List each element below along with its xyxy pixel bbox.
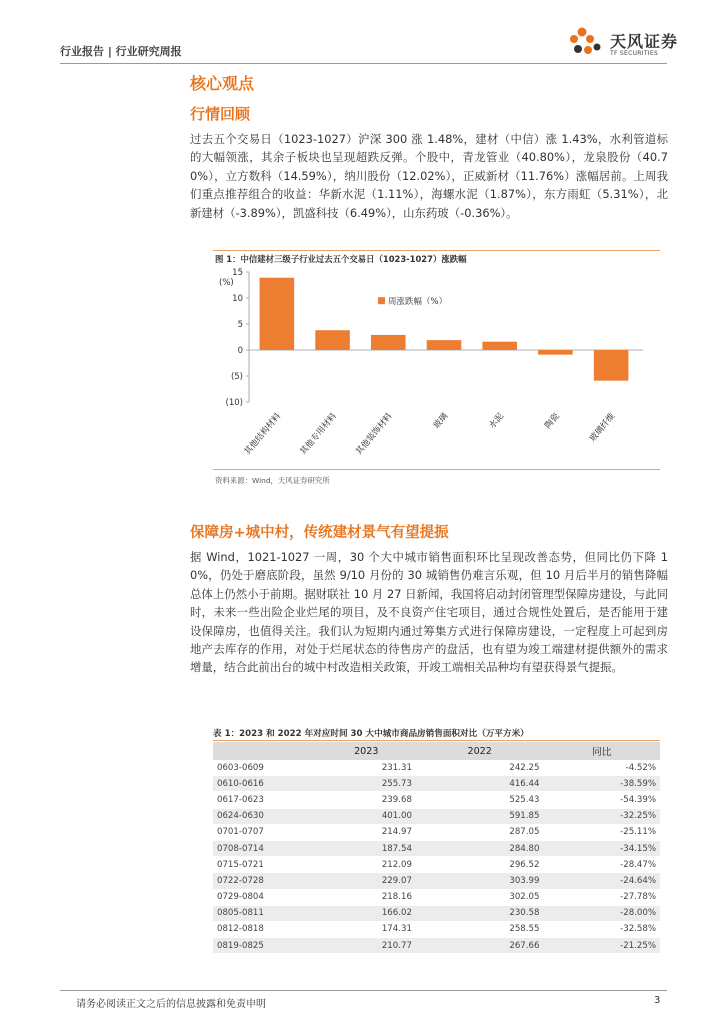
table-cell: 0701-0707	[213, 824, 317, 840]
bar	[427, 340, 462, 350]
table-cell: 174.31	[317, 921, 416, 937]
table-cell: -4.52%	[543, 760, 660, 776]
table-cell: 0603-0609	[213, 760, 317, 776]
y-tick-label: (5)	[230, 372, 243, 382]
table-cell: 0722-0728	[213, 873, 317, 889]
x-category-label: 陶瓷	[543, 411, 562, 431]
table-cell: 218.16	[317, 889, 416, 905]
table-cell: 416.44	[416, 776, 544, 792]
table-cell: 166.02	[317, 905, 416, 921]
sales-area-table	[213, 742, 660, 954]
table-cell: 303.99	[416, 873, 544, 889]
header-divider	[60, 63, 667, 64]
table-cell: 239.68	[317, 792, 416, 808]
bar	[594, 350, 629, 381]
figure-top-divider	[213, 250, 660, 251]
bar	[315, 330, 350, 350]
table-cell: 302.05	[416, 889, 544, 905]
logo-subtext: TF SECURITIES	[610, 50, 659, 57]
table-row	[213, 889, 660, 905]
table-cell: -32.58%	[543, 921, 660, 937]
table-cell: 242.25	[416, 760, 544, 776]
table-row	[213, 824, 660, 840]
table-row	[213, 857, 660, 873]
x-category-label: 玻璃纤维	[587, 411, 618, 444]
table-cell: 212.09	[317, 857, 416, 873]
table-top-divider	[213, 740, 660, 741]
x-category-label: 水泥	[487, 411, 507, 431]
table-cell: 0715-0721	[213, 857, 317, 873]
bar	[260, 278, 295, 350]
legend-swatch	[378, 297, 385, 304]
table-cell: 591.85	[416, 808, 544, 824]
table-header-2023: 2023	[317, 742, 416, 760]
table-row	[213, 938, 660, 954]
x-category-label: 玻璃	[431, 411, 451, 431]
weekly-change-bar-chart	[213, 264, 660, 464]
y-tick-label: (10)	[225, 398, 243, 408]
table-cell: 296.52	[416, 857, 544, 873]
x-category-label: 其他专用材料	[298, 411, 339, 458]
table-cell: 284.80	[416, 840, 544, 856]
figure-source: 资料来源：Wind，天风证券研究所	[215, 476, 330, 485]
table-cell: -27.78%	[543, 889, 660, 905]
table-row	[213, 840, 660, 856]
table-cell: -28.00%	[543, 905, 660, 921]
table-header-yoy: 同比	[543, 742, 660, 760]
section-title-core-view: 核心观点	[190, 74, 255, 93]
table-row	[213, 921, 660, 937]
table-cell: -54.39%	[543, 792, 660, 808]
figure-bottom-divider	[213, 469, 660, 470]
section-subtitle-market-review: 行情回顾	[190, 105, 251, 123]
y-tick-label: 15	[232, 268, 243, 278]
table-cell: 0617-0623	[213, 792, 317, 808]
table-row	[213, 792, 660, 808]
y-tick-label: 0	[237, 346, 243, 356]
table-cell: 230.58	[416, 905, 544, 921]
table-title: 表 1：2023 和 2022 年对应时间 30 大中城市商品房销售面积对比（万平方米）	[213, 729, 529, 739]
table-cell: 258.55	[416, 921, 544, 937]
table-cell: 0708-0714	[213, 840, 317, 856]
section-title-housing: 保障房+城中村，传统建材景气有望提振	[190, 525, 449, 541]
table-cell: 231.31	[317, 760, 416, 776]
logo-text: 天风证券	[610, 32, 679, 51]
table-cell: 0610-0616	[213, 776, 317, 792]
table-cell: 229.07	[317, 873, 416, 889]
y-axis-unit: (%)	[219, 278, 234, 288]
table-cell: 287.05	[416, 824, 544, 840]
bar	[538, 350, 573, 355]
table-row	[213, 873, 660, 889]
table-row	[213, 905, 660, 921]
figure-title: 图 1：中信建材三级子行业过去五个交易日（1023-1027）涨跌幅	[215, 254, 467, 264]
table-row	[213, 776, 660, 792]
table-cell: 255.73	[317, 776, 416, 792]
y-tick-label: 10	[232, 294, 243, 304]
table-cell: 187.54	[317, 840, 416, 856]
table-header-period	[213, 742, 317, 760]
y-tick-label: 5	[237, 320, 243, 330]
table-cell: 214.97	[317, 824, 416, 840]
table-cell: 401.00	[317, 808, 416, 824]
report-category: 行业报告 | 行业研究周报	[60, 45, 182, 58]
table-cell: -21.25%	[543, 938, 660, 954]
x-category-label: 其他结构材料	[242, 411, 284, 458]
legend-label: 周涨跌幅（%）	[388, 297, 448, 308]
table-cell: 0812-0818	[213, 921, 317, 937]
table-cell: 525.43	[416, 792, 544, 808]
table-row	[213, 808, 660, 824]
table-cell: -28.47%	[543, 857, 660, 873]
table-cell: 0729-0804	[213, 889, 317, 905]
x-category-label: 其他装饰材料	[354, 411, 395, 458]
table-cell: -34.15%	[543, 840, 660, 856]
table-cell: -38.59%	[543, 776, 660, 792]
table-header-2022: 2022	[416, 742, 544, 760]
footer-disclaimer: 请务必阅读正文之后的信息披露和免责申明	[76, 999, 266, 1010]
table-header-row	[213, 742, 660, 760]
table-cell: 267.66	[416, 938, 544, 954]
table-cell: 0624-0630	[213, 808, 317, 824]
page-number: 3	[654, 995, 661, 1006]
housing-paragraph: 据 Wind，1021-1027 一周，30 个大中城市销售面积环比呈现改善态势，但同比仍下降 10%，仍处于磨底阶段，虽然 9/10 月份的 30 城销售仍难言乐观，但 10 月后半月的销售降幅总体上仍然小于前期。据财联社 10 月 27 日新闻，我国将启动封闭管理型保障房建设，与此同时，未来一些出险企业烂尾的项目，及不良资产住宅项目，通过合规性处置后，是否能用于建设保障房，也值得关注。我们认为短期内通过筹集方式进行保障房建设，一定程度上可起到房地产去库存的作用，对处于烂尾状态的待售房产的盘活，也有望为竣工端建材提供额外的需求增量，结合此前出台的城中村改造相关政策，开竣工端相关品种均有望获得景气提振。	[190, 550, 668, 675]
table-cell: -24.64%	[543, 873, 660, 889]
table-cell: 0819-0825	[213, 938, 317, 954]
footer-divider	[60, 990, 667, 991]
bar	[371, 335, 406, 350]
bar	[482, 342, 517, 350]
table-cell: 0805-0811	[213, 905, 317, 921]
table-cell: -32.25%	[543, 808, 660, 824]
market-review-paragraph: 过去五个交易日（1023-1027）沪深 300 涨 1.48%，建材（中信）涨 1.43%，水利管道标的大幅领涨，其余子板块也呈现超跌反弹。个股中，青龙管业（40.80%），龙泉股份（40.70%），立方数科（14.59%），纳川股份（12.02%），正威新材（11.76%）涨幅居前。上周我们重点推荐组合的收益：华新水泥（1.11%），海螺水泥（1.87%），东方雨虹（5.31%），北新建材（-3.89%），凯盛科技（6.49%），山东药玻（-0.36%）。	[190, 132, 668, 220]
table-cell: 210.77	[317, 938, 416, 954]
table-row	[213, 760, 660, 776]
table-cell: -25.11%	[543, 824, 660, 840]
